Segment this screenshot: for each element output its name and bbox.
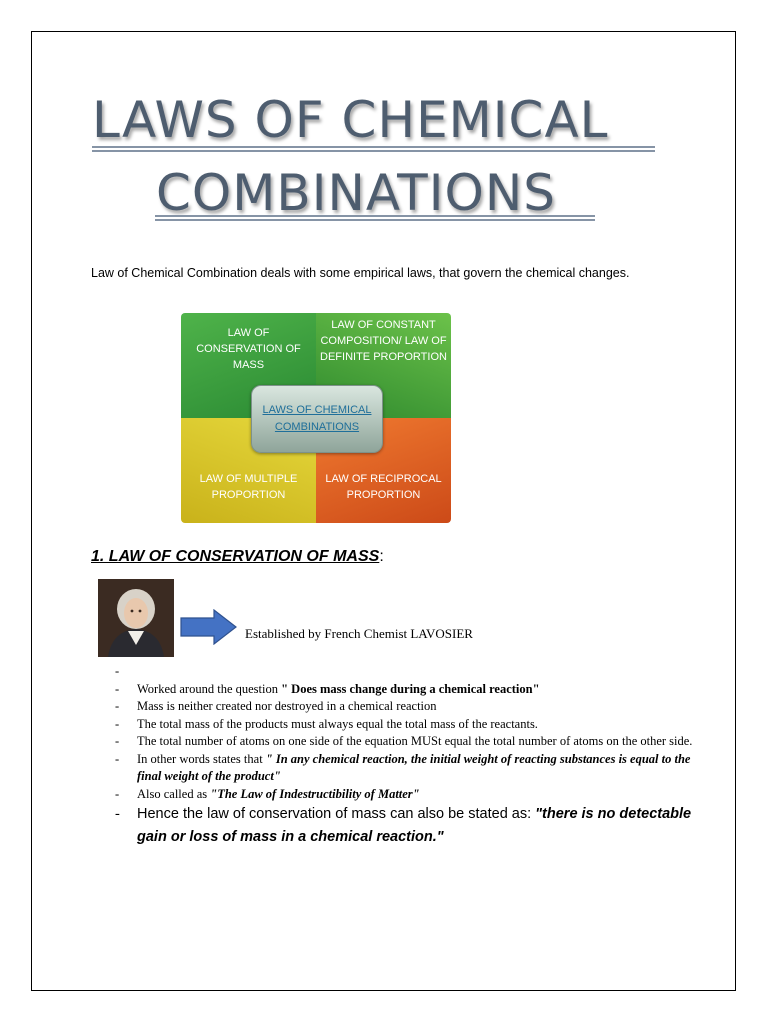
list-item: - Mass is neither created nor destroyed in a chemical reaction: [115, 699, 437, 713]
bullet-text: Worked around the question: [137, 681, 282, 696]
bullet-text: The total mass of the products must always equal the total mass of the reactants.: [137, 716, 538, 731]
section-heading-colon: :: [379, 548, 384, 565]
list-item: - The total number of atoms on one side of the equation MUSt equal the total number of atoms on the other side.: [115, 734, 693, 748]
list-item: - The total mass of the products must always equal the total mass of the reactants.: [115, 716, 538, 731]
intro-paragraph: Law of Chemical Combination deals with some empirical laws, that govern the chemical changes.: [91, 266, 630, 280]
bullet-text: The total number of atoms on one side of the equation MUSt equal the total number of atoms on the other side.: [137, 734, 693, 748]
bullet-bold-text: " Does mass change during a chemical reaction": [281, 681, 540, 696]
diagram-quadrant-conservation: LAW OF CONSERVATION OF MASS: [181, 313, 316, 418]
title-line-2: COMBINATIONS: [156, 164, 556, 222]
title-underline-2: [155, 215, 595, 221]
list-item: - Also called as "The Law of Indestructibility of Matter": [115, 786, 420, 801]
title-underline-1: [92, 146, 655, 152]
title-line-1: LAWS OF CHEMICAL: [92, 91, 609, 149]
bullet-quote-text: " In any chemical reaction, the initial weight of reacting substances is equal to the final weight of the product": [137, 751, 691, 783]
diagram-quadrant-constant-composition: LAW OF CONSTANT COMPOSITION/ LAW OF DEFINITE PROPORTION: [316, 313, 451, 418]
bullet-quote-text: "there is no detectable gain or loss of mass in a chemical reaction.": [137, 806, 692, 845]
section-heading-text: 1. LAW OF CONSERVATION OF MASS: [91, 548, 380, 565]
list-item: -: [115, 664, 120, 678]
bullet-text: In other words states that: [137, 751, 266, 766]
bullet-text: Also called as: [137, 786, 211, 801]
lavoisier-portrait: [98, 579, 174, 657]
arrow-right-icon: [180, 609, 238, 645]
section-heading: [91, 548, 384, 566]
bullet-list: [115, 663, 705, 849]
diagram-center-link[interactable]: LAWS OF CHEMICAL COMBINATIONS: [251, 385, 383, 453]
list-item: - Hence the law of conservation of mass can also be stated as: "there is no detectable gain or loss of mass in a chemical reaction.": [115, 806, 692, 845]
diagram-quadrant-multiple-proportion: LAW OF MULTIPLE PROPORTION: [181, 418, 316, 523]
bullet-text: Mass is neither created nor destroyed in a chemical reaction: [137, 699, 437, 713]
list-item: - Worked around the question " Does mass change during a chemical reaction": [115, 681, 540, 696]
diagram-quadrant-reciprocal-proportion: LAW OF RECIPROCAL PROPORTION: [316, 418, 451, 523]
bullet-quote-text: "The Law of Indestructibility of Matter": [210, 786, 420, 801]
list-item: - In other words states that " In any chemical reaction, the initial weight of reacting substances is equal to the final weight of the product": [115, 751, 691, 783]
established-by-text: Established by French Chemist LAVOSIER: [245, 626, 473, 641]
bullet-text: Hence the law of conservation of mass can also be stated as:: [137, 806, 536, 822]
laws-diagram: [181, 313, 451, 523]
